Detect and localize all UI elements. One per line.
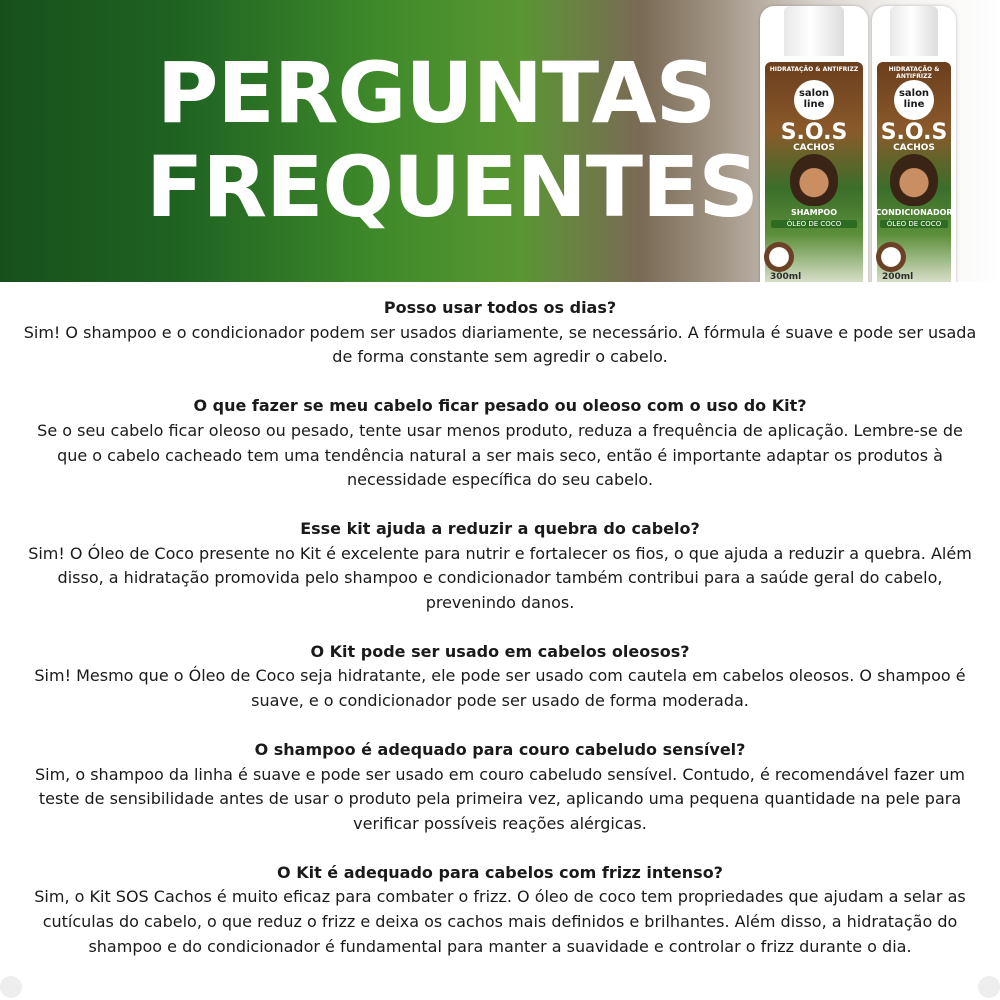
corner-dot-left bbox=[0, 976, 22, 998]
corner-dot-right bbox=[978, 976, 1000, 998]
brand-line-1: salon bbox=[898, 88, 930, 99]
faq-item bbox=[20, 738, 980, 837]
faq-answer: Sim! O shampoo e o condicionador podem ser usados diariamente, se necessário. A fórmula é suave e pode ser usada de forma constante sem agredir o cabelo. bbox=[23, 322, 977, 367]
faq-item bbox=[20, 517, 980, 616]
shampoo-bottle bbox=[760, 6, 868, 282]
faq-question: O shampoo é adequado para couro cabeludo sensível? bbox=[254, 739, 746, 759]
bottle-sos: S.O.S bbox=[780, 120, 848, 145]
page-title-line-1: PERGUNTAS bbox=[156, 44, 716, 142]
page-title bbox=[146, 44, 758, 236]
faq-question: O Kit é adequado para cabelos com frizz intenso? bbox=[277, 862, 723, 882]
bottle-line: CACHOS bbox=[793, 143, 835, 153]
faq-answer: Sim, o Kit SOS Cachos é muito eficaz para combater o frizz. O óleo de coco tem propriedades que ajudam a selar as cutículas do cabelo, o que reduz o frizz e deixa os cachos mais definidos e brilhantes. Além disso, a hidratação do shampoo e do condicionador é fundamental para manter a suavidade e controlar o frizz durante o dia. bbox=[34, 887, 966, 956]
bottle-variant: ÓLEO DE COCO bbox=[880, 220, 947, 228]
brand-line-1: salon bbox=[798, 88, 830, 99]
bottle-volume: 200ml bbox=[882, 272, 914, 282]
faq-question: O que fazer se meu cabelo ficar pesado ou oleoso com o uso do Kit? bbox=[193, 396, 807, 416]
faq-item bbox=[20, 640, 980, 714]
brand-logo bbox=[794, 80, 834, 120]
bottle-volume: 300ml bbox=[770, 272, 802, 282]
model-portrait bbox=[890, 154, 938, 206]
faq-list bbox=[20, 296, 980, 983]
faq-answer: Se o seu cabelo ficar oleoso ou pesado, tente usar menos produto, reduza a frequência de aplicação. Lembre-se de que o cabelo cacheado tem uma tendência natural a ser mais seco, então é importante adaptar os produtos à necessidade específica do seu cabelo. bbox=[37, 420, 963, 490]
faq-question: Posso usar todos os dias? bbox=[383, 298, 617, 317]
bottle-product: CONDICIONADOR bbox=[875, 208, 953, 217]
model-portrait bbox=[790, 154, 838, 206]
bottle-cap bbox=[890, 6, 937, 56]
coconut-icon bbox=[876, 242, 906, 272]
faq-question: O Kit pode ser usado em cabelos oleosos? bbox=[310, 641, 690, 661]
brand-line-2: line bbox=[903, 99, 925, 110]
bottle-product: SHAMPOO bbox=[790, 208, 838, 217]
page-title-line-2: FREQUENTES bbox=[146, 138, 758, 236]
bottle-line: CACHOS bbox=[893, 143, 935, 153]
faq-item bbox=[20, 861, 980, 960]
faq-item bbox=[20, 296, 980, 370]
faq-question: Esse kit ajuda a reduzir a quebra do cabelo? bbox=[300, 518, 700, 538]
conditioner-bottle bbox=[872, 6, 956, 282]
faq-answer: Sim! O Óleo de Coco presente no Kit é excelente para nutrir e fortalecer os fios, o que ajuda a reduzir a quebra. Além disso, a hidratação promovida pelo shampoo e condicionador também contribui para a saúde geral do cabelo, prevenindo danos. bbox=[28, 543, 972, 613]
faq-answer: Sim, o shampoo da linha é suave e pode ser usado em couro cabeludo sensível. Contudo, é recomendável fazer um teste de sensibilidade antes de usar o produto pela primeira vez, aplicando uma pequena quantidade na pele para verificar possíveis reações alérgicas. bbox=[34, 764, 965, 833]
bottle-tagline: HIDRATAÇÃO & ANTIFRIZZ bbox=[769, 66, 859, 73]
brand-logo bbox=[894, 80, 934, 120]
bottle-variant: ÓLEO DE COCO bbox=[771, 220, 857, 228]
brand-line-2: line bbox=[803, 99, 825, 110]
bottle-cap bbox=[784, 6, 844, 56]
faq-answer: Sim! Mesmo que o Óleo de Coco seja hidratante, ele pode ser usado com cautela em cabelos oleosos. O shampoo é suave, e o condicionador pode ser usado de forma moderada. bbox=[34, 666, 966, 711]
bottle-tagline: HIDRATAÇÃO & ANTIFRIZZ bbox=[888, 66, 940, 80]
bottle-sos: S.O.S bbox=[880, 120, 948, 145]
header-banner bbox=[0, 0, 1000, 282]
coconut-icon bbox=[764, 242, 794, 272]
faq-item bbox=[20, 394, 980, 493]
